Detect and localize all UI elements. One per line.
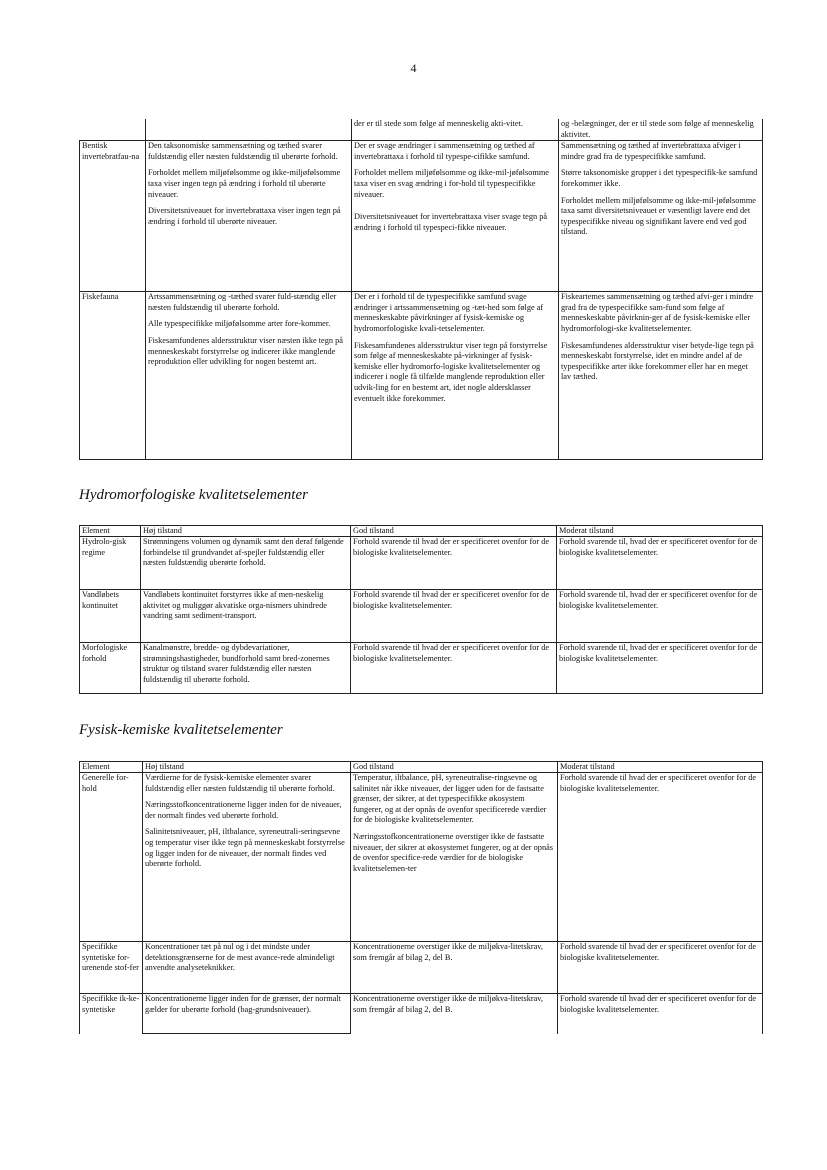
biological-table [79, 119, 763, 460]
cell-moderate: Sammensætning og tæthed af invertebrattaxa afviger i mindre grad fra de typespecifikke samfund. Større taksonomiske grupper i det typespecifik-ke samfund forekommer ikke. Forholdet mellem miljøfølsomme og ikke-mil-jøfølsomme taxa samt diversitetsniveauet er væsentligt lavere end det typespecifikke niveau og signifikant lavere end ved god tilstand. [559, 141, 763, 292]
col-header: Element [80, 762, 143, 773]
hydromorphology-table [79, 525, 763, 694]
section-heading-hydromorphology: Hydromorfologiske kvalitetselementer [79, 487, 308, 503]
cell-high: Værdierne for de fysisk-kemiske elementer svarer fuldstændig eller næsten fuldstændig til uberørte forhold. Næringsstofkoncentrationerne ligger inden for de niveauer, der normalt findes ved uberørte forhold. Salinitetsniveauer, pH, iltbalance, syreneutrali-seringsevne og temperatur viser ikke tegn på menneskeskabt forstyrrelse og ligger inden for de niveauer, der normalt findes ved uberørte forhold. [143, 773, 351, 942]
col-header: Moderat tilstand [558, 762, 763, 773]
cell-good: Koncentrationerne overstiger ikke de miljøkva-litetskrav, som fremgår af bilag 2, del B. [351, 994, 558, 1034]
cell-high: Koncentrationerne ligger inden for de grænser, der normalt gælder for uberørte forhold (bag-grundsniveauer). [143, 994, 351, 1034]
cell-moderate: Forhold svarende til, hvad der er specificeret ovenfor for de biologiske kvalitetselementer. [557, 643, 763, 694]
col-header: Høj tilstand [143, 762, 351, 773]
section-heading-physicochemical: Fysisk-kemiske kvalitetselementer [79, 722, 283, 738]
cell-good: der er til stede som følge af menneskelig akti-vitet. [352, 119, 559, 141]
element-label: Fiskefauna [80, 292, 146, 460]
element-label: Hydrolo-gisk regime [80, 537, 141, 590]
cell-good: Temperatur, iltbalance, pH, syreneutralise-ringsevne og salinitet når ikke niveauer, der ligger uden for de fastsatte grænser, der sikrer, at det typespecifikke økosystem fungerer, og at der opnås de ovenfor specificerede værdier for de biologiske kvalitetselementer. Næringsstofkoncentrationerne overstiger ikke de fastsatte niveauer, der sikrer at økosystemet fungerer, og at der opnås de ovenfor specifice-rede værdier for de biologiske kvalitetselemen-ter [351, 773, 558, 942]
element-label: Morfologiske forhold [80, 643, 141, 694]
cell-good: Forhold svarende til hvad der er specificeret ovenfor for de biologiske kvalitetselementer. [351, 537, 557, 590]
cell-good: Koncentrationerne overstiger ikke de miljøkva-litetskrav, som fremgår af bilag 2, del B. [351, 942, 558, 994]
cell-good: Forhold svarende til hvad der er specificeret ovenfor for de biologiske kvalitetselementer. [351, 643, 557, 694]
cell-high: Vandløbets kontinuitet forstyrres ikke af men-neskelig aktivitet og muliggør akvatiske orga-nismers uhindrede vandring samt sediment-transport. [141, 590, 351, 643]
cell-high: Artssammensætning og -tæthed svarer fuld-stændig eller næsten fuldstændig til uberørte forhold. Alle typespecifikke miljøfølsomme arter fore-kommer. Fiskesamfundenes aldersstruktur viser næsten ikke tegn på menneskeskabt forstyrrelse og indicerer ikke manglende reproduktion eller udvikling for nogen bestemt art. [146, 292, 352, 460]
cell-high: Den taksonomiske sammensætning og tæthed svarer fuldstændig eller næsten fuldstændig til uberørte forhold. Forholdet mellem miljøfølsomme og ikke-miljøfølsomme taxa viser ingen tegn på ændring i forhold til uberørte niveauer. Diversitetsniveauet for invertebrattaxa viser ingen tegn på ændring i forhold til uberørte niveauer. [146, 141, 352, 292]
cell-good: Der er i forhold til de typespecifikke samfund svage ændringer i artssammensætning og -tæt-hed som følge af menneskeskabte påvirkninger af fysisk-kemiske og hydromorfologiske kvali-tetselementer. Fiskesamfundenes aldersstruktur viser tegn på forstyrrelse som følge af menneskeskabte på-virkninger af fysisk-kemiske eller hydromorfo-logiske kvalitetselementer og indicerer i nogle få tilfælde manglende reproduktion eller udvik-ling for en bestemt art, idet nogle aldersklasser eventuelt ikke forekommer. [352, 292, 559, 460]
cell-moderate: og -belægninger, der er til stede som følge af menneskelig aktivitet. [559, 119, 763, 141]
cell-moderate: Forhold svarende til, hvad der er specificeret ovenfor for de biologiske kvalitetselementer. [557, 537, 763, 590]
cell-good: Forhold svarende til hvad der er specificeret ovenfor for de biologiske kvalitetselementer. [351, 590, 557, 643]
cell-high: Strømningens volumen og dynamik samt den deraf følgende forbindelse til grundvandet af-spejler fuldstændig eller næsten fuldstændig uberørte forhold. [141, 537, 351, 590]
element-label: Vandløbets kontinuitet [80, 590, 141, 643]
cell-high: Kanalmønstre, bredde- og dybdevariationer, strømningshastigheder, bundforhold samt bred-zonernes struktur og tilstand svarer fuldstændig eller næsten fuldstændig til uberørte forhold. [141, 643, 351, 694]
col-header: Moderat tilstand [557, 526, 763, 537]
col-header: Høj tilstand [141, 526, 351, 537]
element-label: Specifikke syntetiske for-urenende stof-fer [80, 942, 143, 994]
col-header: God tilstand [351, 526, 557, 537]
cell-good: Der er svage ændringer i sammensætning og tæthed af invertebrattaxa i forhold til typespe-cifikke samfund. Forholdet mellem miljøfølsomme og ikke-mil-jøfølsomme taxa viser en svag ændring i for-hold til typespecifikke niveauer. Diversitetsniveauet for invertebrattaxa viser svage tegn på ændring i forhold til typespeci-fikke niveauer. [352, 141, 559, 292]
cell-high: Koncentrationer tæt på nul og i det mindste under detektionsgrænserne for de mest avance-rede almindeligt anvendte analyseteknikker. [143, 942, 351, 994]
element-label: Specifikke ik-ke-syntetiske [80, 994, 143, 1034]
col-header: God tilstand [351, 762, 558, 773]
cell-moderate: Forhold svarende til, hvad der er specificeret ovenfor for de biologiske kvalitetselementer. [557, 590, 763, 643]
col-header: Element [80, 526, 141, 537]
page-number: 4 [410, 61, 417, 75]
element-label: Generelle for-hold [80, 773, 143, 942]
cell-moderate: Fiskeartemes sammensætning og tæthed afvi-ger i mindre grad fra de typespecifikke sam-fund som følge af menneskeskabte påvirknin-ger af de fysisk-kemiske eller hydromorfologi-ske kvalitetselementer. Fiskesamfundenes aldersstruktur viser betyde-lige tegn på menneskeskabt forstyrrelse, idet en mindre andel af de typespecifikke arter ikke forekommer eller har en meget lav tæthed. [559, 292, 763, 460]
cell-moderate: Forhold svarende til hvad der er specificeret ovenfor for de biologiske kvalitetselementer. [558, 994, 763, 1034]
cell-moderate: Forhold svarende til hvad der er specificeret ovenfor for de biologiske kvalitetselementer. [558, 942, 763, 994]
cell-moderate: Forhold svarende til hvad der er specificeret ovenfor for de biologiske kvalitetselementer. [558, 773, 763, 942]
element-label: Bentisk invertebratfau-na [80, 141, 146, 292]
physicochemical-table [79, 761, 763, 1034]
